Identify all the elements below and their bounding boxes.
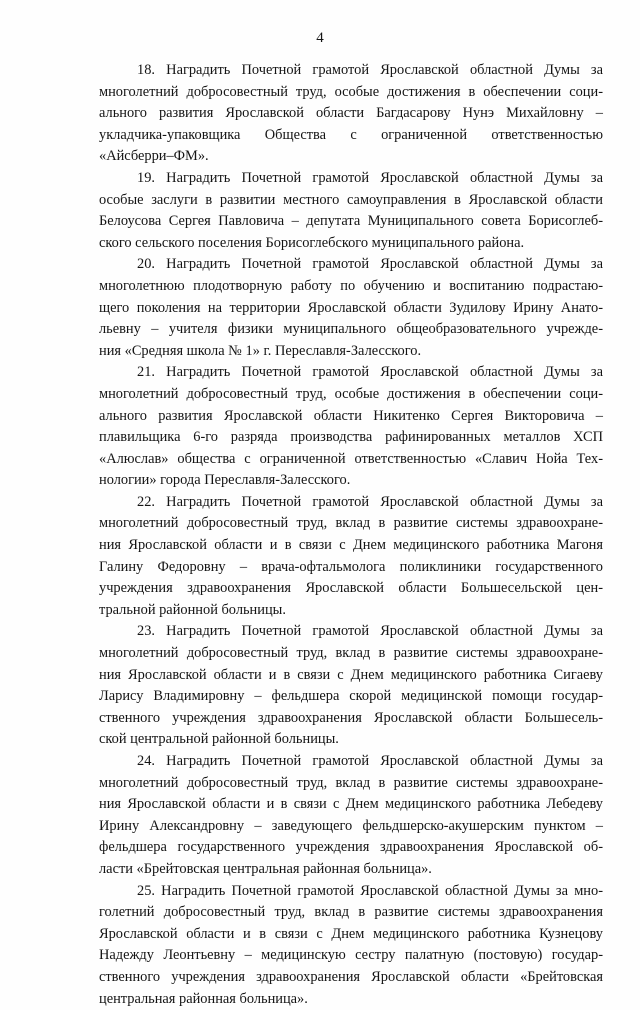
text-line: «Алюслав» общества с ограниченной ответственностью «Славич Нойа Тех-: [99, 450, 603, 467]
text-line: Галину Федоровну – врача-офтальмолога поликлиники государственного: [99, 558, 603, 575]
paragraph-18: [99, 60, 603, 168]
text-line: ния Ярославской области и в связи с Днем медицинского работника Сигаеву: [99, 666, 603, 683]
text-line: льевну – учителя физики муниципального общеобразовательного учрежде-: [99, 321, 603, 338]
paragraph-20: [99, 254, 603, 362]
text-line: ального развития Ярославской области Никитенко Сергея Викторовича –: [99, 407, 603, 424]
text-line: Ларису Владимировну – фельдшера скорой медицинской помощи государ-: [99, 688, 603, 705]
text-line: 20. Наградить Почетной грамотой Ярославской областной Думы за: [137, 256, 603, 273]
paragraph-21: [99, 362, 603, 492]
paragraph-24: [99, 751, 603, 881]
text-line: Надежду Леонтьевну – медицинскую сестру палатную (постовую) государ-: [99, 947, 603, 964]
text-line: голетний добросовестный труд, вклад в развитие системы здравоохранения: [99, 904, 603, 921]
text-line: плавильщика 6-го разряда производства рафинированных металлов ХСП: [99, 429, 603, 446]
text-line: многолетний добросовестный труд, особые достижения в обеспечении соци-: [99, 83, 603, 100]
text-line: 21. Наградить Почетной грамотой Ярославской областной Думы за: [137, 364, 603, 381]
text-line: ния Ярославской области и в связи с Днем медицинского работника Магоня: [99, 537, 603, 554]
paragraph-22: [99, 492, 603, 622]
text-line: 24. Наградить Почетной грамотой Ярославской областной Думы за: [137, 753, 603, 769]
text-line: ния «Средняя школа № 1» г. Переславля-Залесского.: [99, 342, 422, 359]
text-line: фельдшера государственного учреждения здравоохранения Ярославской об-: [99, 839, 603, 856]
text-line: ской центральной районной больницы.: [99, 731, 339, 748]
text-line: многолетний добросовестный труд, особые достижения в обеспечении соци-: [99, 385, 603, 402]
paragraph-25: [99, 881, 603, 1010]
paragraph-19: [99, 168, 603, 254]
text-line: многолетний добросовестный труд, вклад в развитие системы здравоохране-: [99, 645, 603, 662]
text-line: ского сельского поселения Борисоглебского муниципального района.: [99, 234, 525, 251]
text-line: учреждения здравоохранения Ярославской области Большесельской цен-: [99, 580, 603, 597]
text-line: 23. Наградить Почетной грамотой Ярославской областной Думы за: [137, 623, 603, 640]
text-line: ния Ярославской области и в связи с Днем медицинского работника Лебедеву: [99, 796, 603, 813]
text-line: Белоусова Сергея Павловича – депутата Муниципального совета Борисоглеб-: [99, 213, 603, 230]
text-line: «Айсберри–ФМ».: [99, 148, 209, 165]
text-line: центральная районная больница».: [99, 990, 308, 1007]
document-body: [99, 60, 603, 1010]
text-line: многолетний добросовестный труд, вклад в развитие системы здравоохране-: [99, 515, 603, 532]
text-line: ственного учреждения здравоохранения Ярославской области «Брейтовская: [99, 968, 603, 985]
text-line: тральной районной больницы.: [99, 601, 286, 618]
text-line: укладчика-упаковщика Общества с ограниченной ответственностью: [99, 126, 603, 143]
text-line: 22. Наградить Почетной грамотой Ярославской областной Думы за: [137, 493, 603, 510]
text-line: 18. Наградить Почетной грамотой Ярославской областной Думы за: [137, 62, 603, 78]
text-line: Ирину Александровну – заведующего фельдшерско-акушерским пунктом –: [99, 817, 603, 834]
text-line: особые заслуги в развитии местного самоуправления в Ярославской области: [99, 191, 603, 208]
text-line: ственного учреждения здравоохранения Ярославской области Большесель-: [99, 709, 603, 726]
text-line: ального развития Ярославской области Багдасарову Нунэ Михайловну –: [99, 105, 603, 122]
text-line: ласти «Брейтовская центральная районная больница».: [99, 860, 432, 877]
text-line: 25. Наградить Почетной грамотой Ярославской областной Думы за мно-: [137, 882, 603, 899]
text-line: Ярославской области и в связи с Днем медицинского работника Кузнецову: [99, 925, 603, 942]
text-line: многолетнюю плодотворную работу по обучению и воспитанию подрастаю-: [99, 277, 603, 294]
text-line: 19. Наградить Почетной грамотой Ярославской областной Думы за: [137, 169, 603, 186]
text-line: щего поколения на территории Ярославской области Зудилову Ирину Анато-: [99, 299, 603, 316]
page-number: 4: [316, 30, 324, 46]
text-line: нологии» города Переславля-Залесского.: [99, 472, 351, 489]
text-line: многолетний добросовестный труд, вклад в развитие системы здравоохране-: [99, 774, 603, 791]
paragraph-23: [99, 621, 603, 751]
